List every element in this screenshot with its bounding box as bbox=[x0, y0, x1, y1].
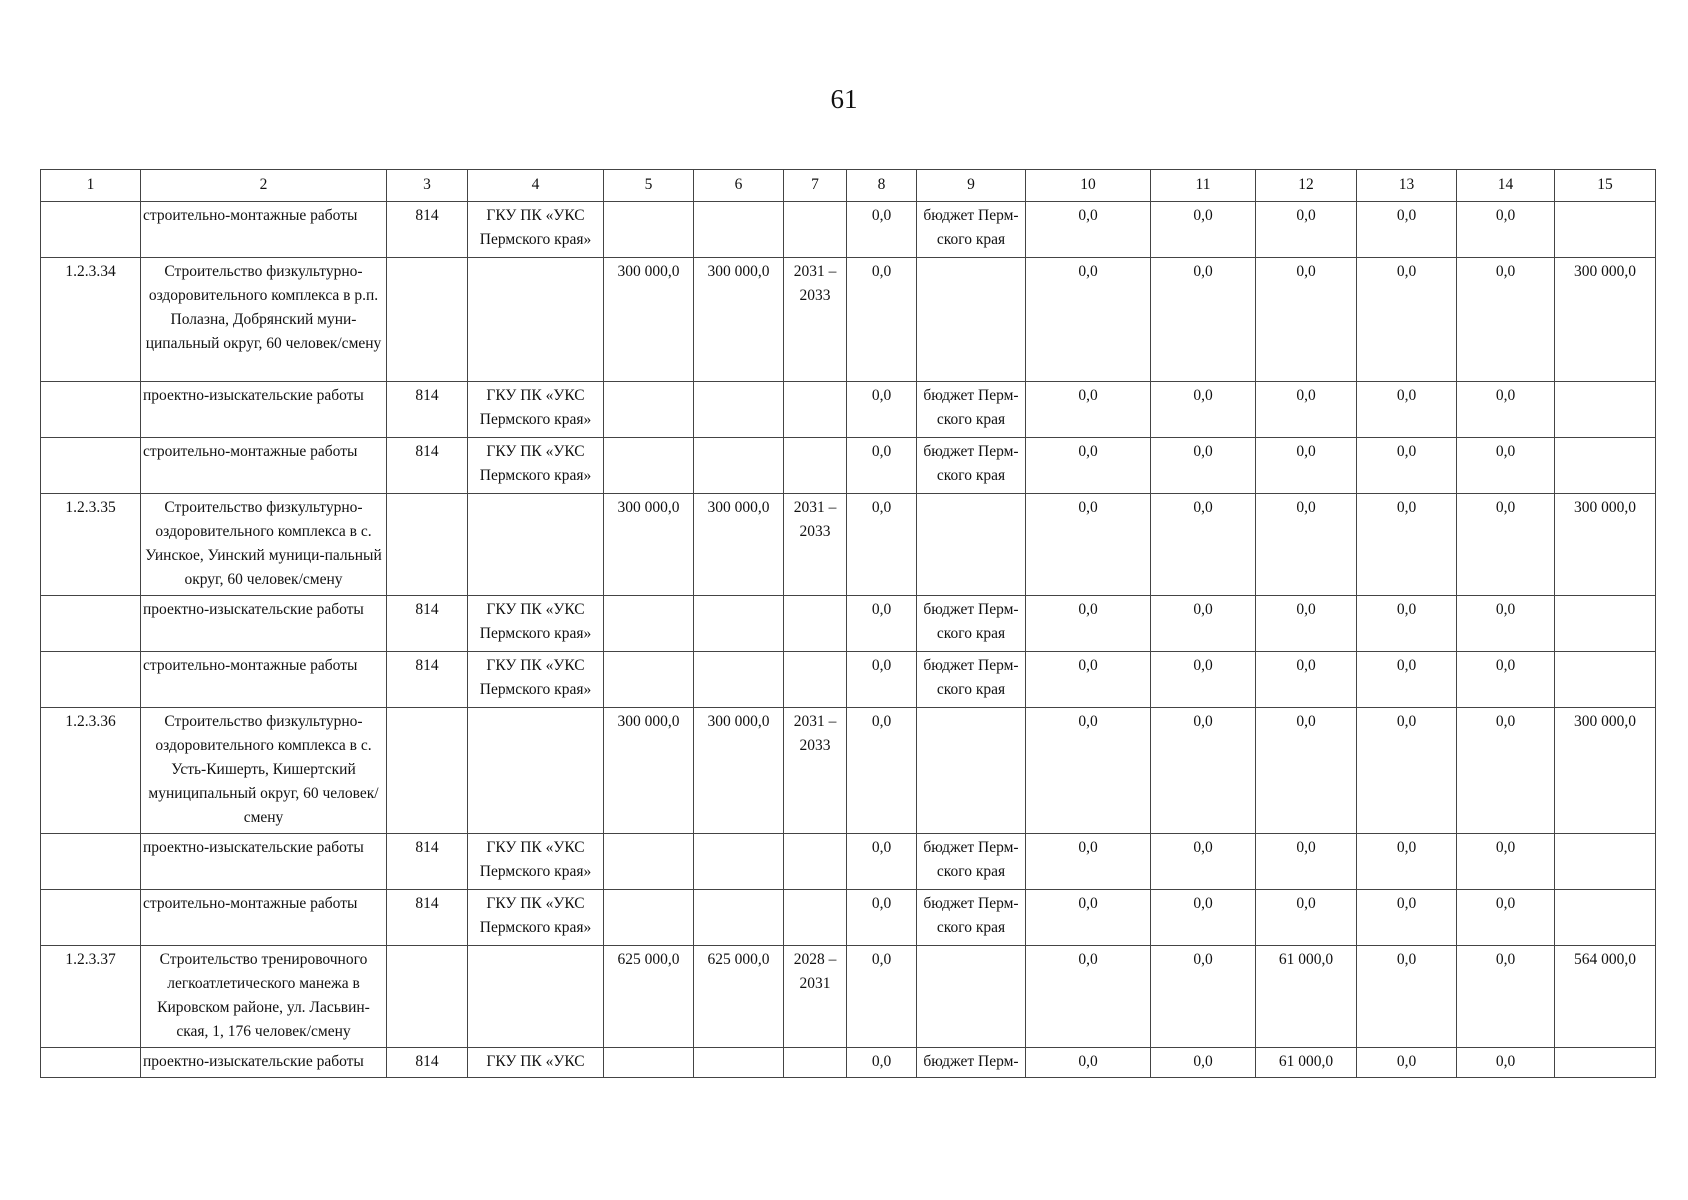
table-cell bbox=[1555, 1048, 1656, 1078]
table-cell: 0,0 bbox=[1256, 438, 1357, 494]
table-cell: 0,0 bbox=[1357, 596, 1457, 652]
table-cell: 0,0 bbox=[1256, 890, 1357, 946]
table-cell: 564 000,0 bbox=[1555, 946, 1656, 1048]
table-cell: бюджет Перм-ского края bbox=[917, 438, 1026, 494]
table-cell: 2031 – 2033 bbox=[784, 708, 847, 834]
column-header: 7 bbox=[784, 170, 847, 202]
table-cell bbox=[41, 834, 141, 890]
table-cell: 0,0 bbox=[847, 494, 917, 596]
table-cell: 0,0 bbox=[1151, 890, 1256, 946]
table-row bbox=[41, 834, 1656, 890]
table-cell: 1.2.3.34 bbox=[41, 258, 141, 382]
table-cell: бюджет Перм-ского края bbox=[917, 202, 1026, 258]
table-cell: проектно-изыскательские работы bbox=[141, 1048, 387, 1078]
table-cell: 0,0 bbox=[847, 596, 917, 652]
column-header: 2 bbox=[141, 170, 387, 202]
table-row bbox=[41, 438, 1656, 494]
header-row bbox=[41, 170, 1656, 202]
table-cell bbox=[917, 258, 1026, 382]
table-cell: 0,0 bbox=[1026, 946, 1151, 1048]
table-cell bbox=[604, 596, 694, 652]
table-cell bbox=[694, 596, 784, 652]
table-cell bbox=[1555, 382, 1656, 438]
table-cell: 0,0 bbox=[1151, 946, 1256, 1048]
table-cell: 0,0 bbox=[1457, 382, 1555, 438]
table-cell bbox=[604, 438, 694, 494]
table-cell bbox=[604, 652, 694, 708]
table-cell bbox=[1555, 438, 1656, 494]
table-cell: ГКУ ПК «УКС Пермского края» bbox=[468, 834, 604, 890]
table-cell: 0,0 bbox=[1151, 834, 1256, 890]
table-cell: 0,0 bbox=[1457, 258, 1555, 382]
table-cell: Строительство физкультурно-оздоровительного комплекса в с. Усть-Кишерть, Кишертский муниципальный округ, 60 человек/смену bbox=[141, 708, 387, 834]
table-row bbox=[41, 890, 1656, 946]
table-cell: 0,0 bbox=[1256, 708, 1357, 834]
table-cell: 0,0 bbox=[1026, 834, 1151, 890]
table-cell: строительно-монтажные работы bbox=[141, 890, 387, 946]
table-cell: 814 bbox=[387, 438, 468, 494]
column-header: 6 bbox=[694, 170, 784, 202]
table-cell: 0,0 bbox=[1457, 834, 1555, 890]
table-cell bbox=[784, 438, 847, 494]
table-cell: 0,0 bbox=[1357, 890, 1457, 946]
table-cell bbox=[694, 202, 784, 258]
table-cell bbox=[387, 708, 468, 834]
table-cell: 0,0 bbox=[1457, 438, 1555, 494]
table-cell: проектно-изыскательские работы bbox=[141, 382, 387, 438]
table-cell: 0,0 bbox=[1026, 494, 1151, 596]
table-cell bbox=[784, 1048, 847, 1078]
table-cell: 0,0 bbox=[1256, 596, 1357, 652]
table-cell: 0,0 bbox=[847, 258, 917, 382]
table-cell: 0,0 bbox=[847, 708, 917, 834]
table-cell bbox=[387, 494, 468, 596]
table-cell bbox=[694, 1048, 784, 1078]
table-cell: 814 bbox=[387, 652, 468, 708]
table-cell: 0,0 bbox=[1357, 382, 1457, 438]
table-cell: 0,0 bbox=[1151, 1048, 1256, 1078]
table-cell: 1.2.3.35 bbox=[41, 494, 141, 596]
table-cell: 0,0 bbox=[847, 1048, 917, 1078]
table-cell: 0,0 bbox=[1457, 494, 1555, 596]
table-cell: бюджет Перм-ского края bbox=[917, 382, 1026, 438]
table-cell: проектно-изыскательские работы bbox=[141, 596, 387, 652]
table-cell: 0,0 bbox=[847, 834, 917, 890]
table-row bbox=[41, 202, 1656, 258]
table-cell: 0,0 bbox=[1256, 652, 1357, 708]
table-cell: 0,0 bbox=[1151, 202, 1256, 258]
table-cell: 0,0 bbox=[1026, 258, 1151, 382]
table-row bbox=[41, 708, 1656, 834]
table-row bbox=[41, 946, 1656, 1048]
table-cell: 0,0 bbox=[847, 202, 917, 258]
table-cell: 0,0 bbox=[1026, 1048, 1151, 1078]
table-cell bbox=[917, 946, 1026, 1048]
table-cell: 0,0 bbox=[1357, 258, 1457, 382]
table-cell: 0,0 bbox=[1151, 258, 1256, 382]
page-number: 61 bbox=[830, 84, 858, 114]
table-cell: ГКУ ПК «УКС Пермского края» bbox=[468, 382, 604, 438]
table-cell bbox=[604, 1048, 694, 1078]
table-cell: 0,0 bbox=[1026, 382, 1151, 438]
table-cell: 0,0 bbox=[847, 946, 917, 1048]
table-cell: 0,0 bbox=[1357, 708, 1457, 834]
table-cell: бюджет Перм-ского края bbox=[917, 834, 1026, 890]
table-cell bbox=[694, 382, 784, 438]
table-cell: 300 000,0 bbox=[1555, 708, 1656, 834]
table-cell: строительно-монтажные работы bbox=[141, 652, 387, 708]
table-cell: 1.2.3.37 bbox=[41, 946, 141, 1048]
table-cell bbox=[604, 202, 694, 258]
table-cell: 625 000,0 bbox=[604, 946, 694, 1048]
table-cell: 0,0 bbox=[1026, 438, 1151, 494]
column-header: 11 bbox=[1151, 170, 1256, 202]
table-cell bbox=[694, 890, 784, 946]
table-cell: 61 000,0 bbox=[1256, 946, 1357, 1048]
table-cell: 0,0 bbox=[1457, 652, 1555, 708]
table-cell: 0,0 bbox=[1357, 946, 1457, 1048]
table-cell bbox=[1555, 202, 1656, 258]
budget-table bbox=[40, 169, 1656, 1078]
table-cell: 814 bbox=[387, 890, 468, 946]
table-cell: 2031 – 2033 bbox=[784, 494, 847, 596]
table-cell: 0,0 bbox=[1256, 258, 1357, 382]
table-cell: 0,0 bbox=[1256, 202, 1357, 258]
table-cell: 0,0 bbox=[1357, 494, 1457, 596]
table-cell: 0,0 bbox=[1151, 708, 1256, 834]
table-cell bbox=[694, 834, 784, 890]
table-cell: 2031 – 2033 bbox=[784, 258, 847, 382]
table-cell bbox=[784, 834, 847, 890]
table-cell: 814 bbox=[387, 1048, 468, 1078]
table-cell: 300 000,0 bbox=[1555, 494, 1656, 596]
table-cell: 0,0 bbox=[1151, 652, 1256, 708]
table-body bbox=[41, 202, 1656, 1078]
table-cell: Строительство физкультурно-оздоровительного комплекса в р.п. Полазна, Добрянский муни-ципальный округ, 60 человек/смену bbox=[141, 258, 387, 382]
table-cell bbox=[694, 652, 784, 708]
column-header: 9 bbox=[917, 170, 1026, 202]
table-cell: 0,0 bbox=[1151, 596, 1256, 652]
table-cell bbox=[468, 258, 604, 382]
column-header: 1 bbox=[41, 170, 141, 202]
table-cell bbox=[784, 652, 847, 708]
table-cell bbox=[1555, 596, 1656, 652]
table-cell: 625 000,0 bbox=[694, 946, 784, 1048]
table-cell: 0,0 bbox=[847, 652, 917, 708]
table-cell: 0,0 bbox=[1026, 890, 1151, 946]
table-cell: 814 bbox=[387, 834, 468, 890]
table-cell: 0,0 bbox=[1151, 382, 1256, 438]
table-cell: 300 000,0 bbox=[604, 708, 694, 834]
table-cell bbox=[468, 494, 604, 596]
table-cell bbox=[41, 596, 141, 652]
table-cell bbox=[41, 1048, 141, 1078]
table-cell: 0,0 bbox=[1457, 596, 1555, 652]
table-cell: 0,0 bbox=[1151, 438, 1256, 494]
table-row bbox=[41, 1048, 1656, 1078]
table-cell: 0,0 bbox=[847, 890, 917, 946]
table-cell bbox=[604, 382, 694, 438]
table-cell: ГКУ ПК «УКС Пермского края» bbox=[468, 596, 604, 652]
table-cell: бюджет Перм-ского края bbox=[917, 596, 1026, 652]
table-cell: ГКУ ПК «УКС bbox=[468, 1048, 604, 1078]
table-cell bbox=[1555, 652, 1656, 708]
table-cell bbox=[41, 652, 141, 708]
table-cell bbox=[917, 708, 1026, 834]
column-header: 15 bbox=[1555, 170, 1656, 202]
table-cell bbox=[784, 596, 847, 652]
table-cell: 0,0 bbox=[1457, 946, 1555, 1048]
table-cell bbox=[468, 708, 604, 834]
column-header: 8 bbox=[847, 170, 917, 202]
table-cell: 0,0 bbox=[1457, 1048, 1555, 1078]
table-cell: 0,0 bbox=[1457, 202, 1555, 258]
table-cell: бюджет Перм-ского края bbox=[917, 652, 1026, 708]
table-cell: 814 bbox=[387, 596, 468, 652]
table-cell: ГКУ ПК «УКС Пермского края» bbox=[468, 652, 604, 708]
column-header: 13 bbox=[1357, 170, 1457, 202]
table-cell: 300 000,0 bbox=[604, 258, 694, 382]
table-cell bbox=[917, 494, 1026, 596]
table-cell bbox=[604, 890, 694, 946]
column-header: 12 bbox=[1256, 170, 1357, 202]
table-header bbox=[41, 170, 1656, 202]
table-cell: строительно-монтажные работы bbox=[141, 438, 387, 494]
table-cell: 814 bbox=[387, 382, 468, 438]
table-cell: ГКУ ПК «УКС Пермского края» bbox=[468, 202, 604, 258]
table-row bbox=[41, 382, 1656, 438]
table-cell: 0,0 bbox=[1357, 834, 1457, 890]
table-cell: Строительство физкультурно-оздоровительного комплекса в с. Уинское, Уинский муници-пальный округ, 60 человек/смену bbox=[141, 494, 387, 596]
column-header: 5 bbox=[604, 170, 694, 202]
table-cell: 0,0 bbox=[1256, 494, 1357, 596]
table-cell: 0,0 bbox=[1026, 708, 1151, 834]
table-cell bbox=[1555, 890, 1656, 946]
table-cell bbox=[387, 946, 468, 1048]
table-cell: строительно-монтажные работы bbox=[141, 202, 387, 258]
table-cell: 0,0 bbox=[1256, 382, 1357, 438]
table-row bbox=[41, 494, 1656, 596]
table-cell: 0,0 bbox=[847, 438, 917, 494]
table-cell: 0,0 bbox=[847, 382, 917, 438]
column-header: 10 bbox=[1026, 170, 1151, 202]
table-cell: бюджет Перм- bbox=[917, 1048, 1026, 1078]
table-cell: 0,0 bbox=[1457, 708, 1555, 834]
table-cell: ГКУ ПК «УКС Пермского края» bbox=[468, 890, 604, 946]
table-cell: 0,0 bbox=[1256, 834, 1357, 890]
table-cell: 0,0 bbox=[1151, 494, 1256, 596]
table-cell: Строительство тренировочного легкоатлетического манежа в Кировском районе, ул. Ласьвин-ская, 1, 176 человек/смену bbox=[141, 946, 387, 1048]
table-row bbox=[41, 596, 1656, 652]
table-cell: 0,0 bbox=[1357, 1048, 1457, 1078]
table-cell: 300 000,0 bbox=[694, 708, 784, 834]
table-row bbox=[41, 258, 1656, 382]
table-cell bbox=[1555, 834, 1656, 890]
table-cell bbox=[694, 438, 784, 494]
table-cell bbox=[604, 834, 694, 890]
table-cell bbox=[41, 438, 141, 494]
table-cell: 0,0 bbox=[1357, 438, 1457, 494]
table-cell: 814 bbox=[387, 202, 468, 258]
table-cell: 300 000,0 bbox=[604, 494, 694, 596]
table-cell bbox=[41, 202, 141, 258]
table-row bbox=[41, 652, 1656, 708]
column-header: 4 bbox=[468, 170, 604, 202]
table-cell: 300 000,0 bbox=[694, 258, 784, 382]
column-header: 3 bbox=[387, 170, 468, 202]
table-cell: бюджет Перм-ского края bbox=[917, 890, 1026, 946]
table-cell: 2028 – 2031 bbox=[784, 946, 847, 1048]
table-cell bbox=[784, 202, 847, 258]
table-cell: 0,0 bbox=[1457, 890, 1555, 946]
column-header: 14 bbox=[1457, 170, 1555, 202]
table-cell bbox=[41, 890, 141, 946]
table-cell bbox=[41, 382, 141, 438]
table-cell: 61 000,0 bbox=[1256, 1048, 1357, 1078]
table-cell: проектно-изыскательские работы bbox=[141, 834, 387, 890]
table-cell: ГКУ ПК «УКС Пермского края» bbox=[468, 438, 604, 494]
table-cell: 300 000,0 bbox=[1555, 258, 1656, 382]
table-cell: 0,0 bbox=[1026, 596, 1151, 652]
table-cell: 300 000,0 bbox=[694, 494, 784, 596]
table-cell: 1.2.3.36 bbox=[41, 708, 141, 834]
table-cell: 0,0 bbox=[1357, 652, 1457, 708]
table-cell bbox=[784, 890, 847, 946]
table-cell: 0,0 bbox=[1026, 652, 1151, 708]
table-cell: 0,0 bbox=[1357, 202, 1457, 258]
table-cell bbox=[468, 946, 604, 1048]
table-cell bbox=[387, 258, 468, 382]
table-cell: 0,0 bbox=[1026, 202, 1151, 258]
table-cell bbox=[784, 382, 847, 438]
